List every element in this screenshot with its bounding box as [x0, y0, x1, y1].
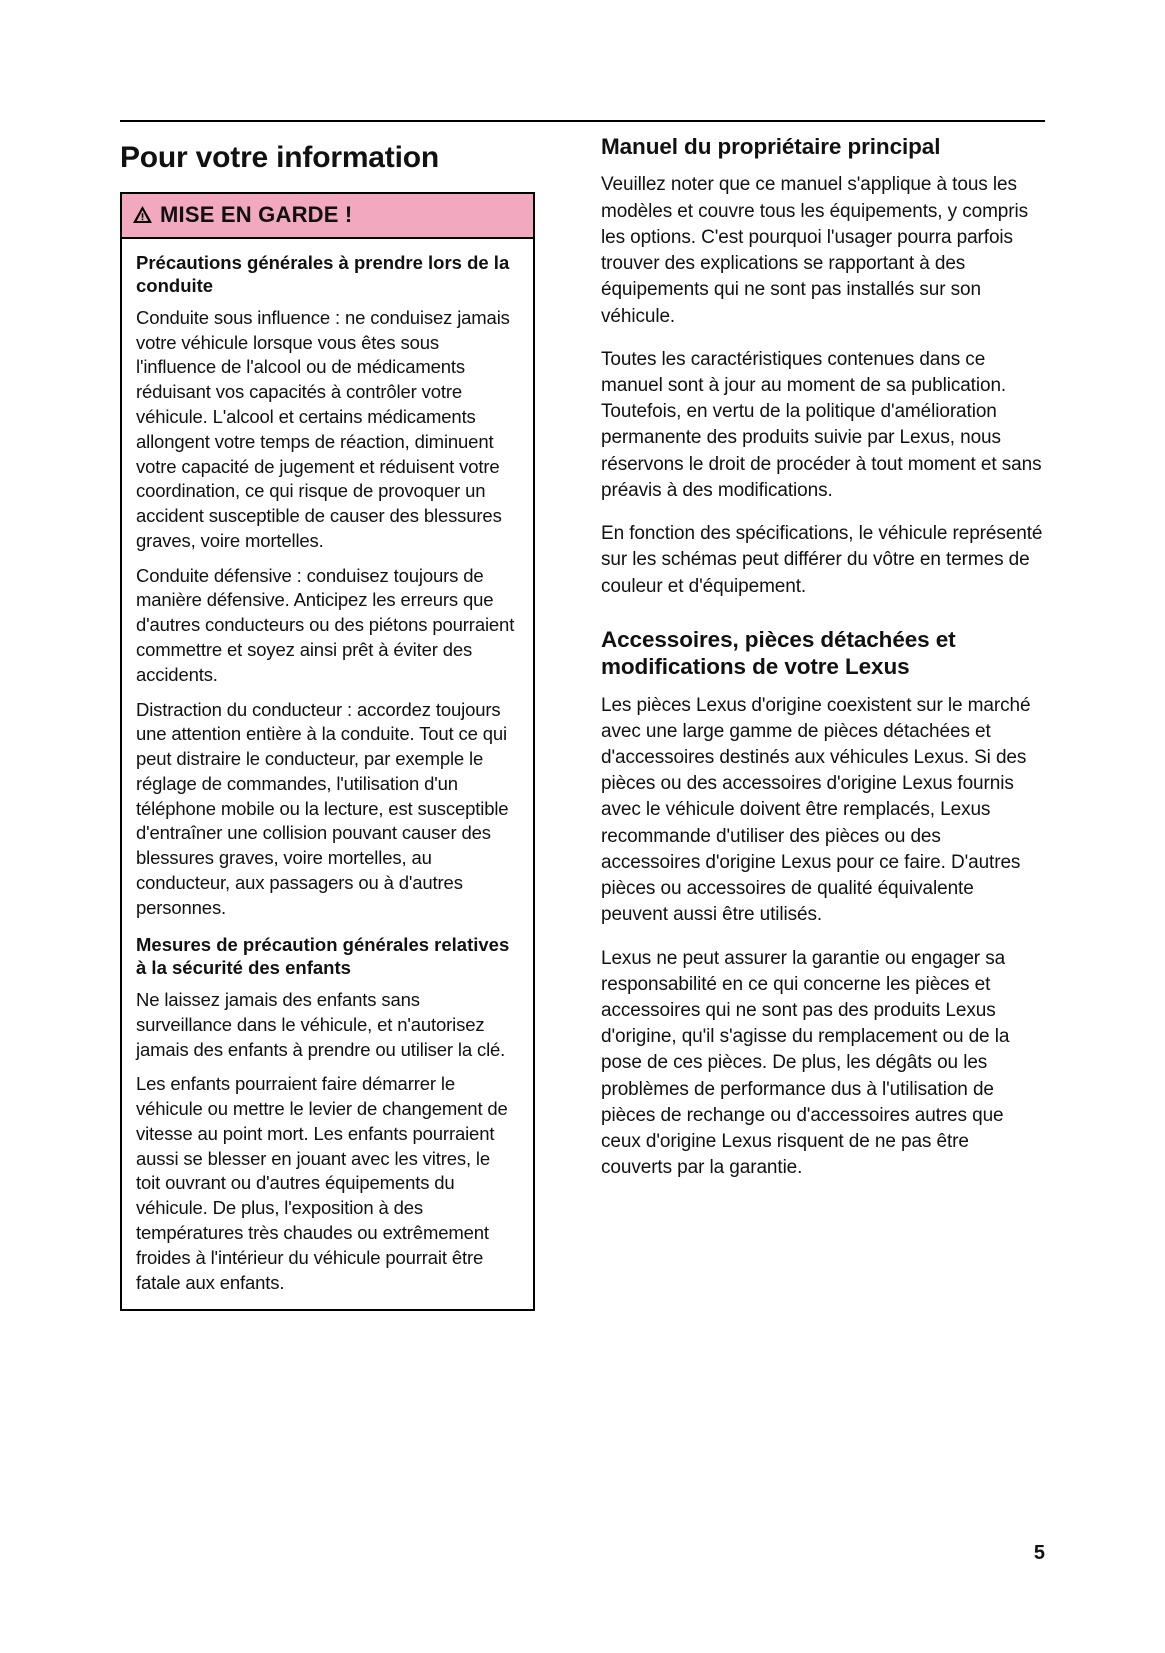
page-number: 5	[1033, 1542, 1045, 1564]
warning-paragraph-children-risks: Les enfants pourraient faire démarrer le véhicule ou mettre le levier de changement de vitesse au point mort. Les enfants pourraient aussi se blesser en jouant avec les vitres, le toit ouvrant ou d'autres équipements du véhicule. De plus, l'exposition à des températures très chaudes ou extrêmement froides à l'intérieur du véhicule pourrait être fatale aux enfants.	[136, 1073, 508, 1293]
header-rule	[120, 120, 1045, 122]
warning-paragraph-defensive: Conduite défensive : conduisez toujours de manière défensive. Anticipez les erreurs que d'autres conducteurs ou des piétons pourraient commettre et soyez ainsi prêt à éviter des accidents.	[136, 564, 515, 685]
warning-paragraph-distraction: Distraction du conducteur : accordez toujours une attention entière à la conduite. Tout ce qui peut distraire le conducteur, par exemple le réglage de commandes, l'utilisation d'un téléphone mobile ou la lecture, est susceptible d'entraîner une collision pouvant causer des blessures graves, voire mortelles, au conducteur, aux passagers ou à d'autres personnes.	[136, 698, 509, 918]
right-column	[601, 133, 1045, 1311]
warning-paragraph-influence: Conduite sous influence : ne conduisez jamais votre véhicule lorsque vous êtes sous l'influence de l'alcool ou de médicaments réduisant vos capacités à contrôler votre véhicule. L'alcool et certains médicaments allongent votre temps de réaction, diminuent votre capacité de jugement et réduisent votre coordination, ce qui risque de provoquer un accident susceptible de causer des blessures graves, voire mortelles.	[136, 306, 510, 551]
paragraph-manual-scope: Veuillez noter que ce manuel s'applique à tous les modèles et couvre tous les équipements, y compris les options. C'est pourquoi l'usager pourra parfois trouver des explications se rapportant à des équipements qui ne sont pas installés sur son véhicule.	[601, 174, 1029, 327]
paragraph-manual-illustrations: En fonction des spécifications, le véhicule représenté sur les schémas peut différer du vôtre en termes de couleur et d'équipement.	[601, 523, 1043, 597]
warning-triangle-icon	[132, 205, 153, 224]
heading-owners-manual: Manuel du propriétaire principal	[601, 134, 941, 159]
heading-accessories: Accessoires, pièces détachées et modifications de votre Lexus	[601, 626, 956, 680]
paragraph-genuine-parts: Les pièces Lexus d'origine coexistent sur le marché avec une large gamme de pièces détachées et d'accessoires destinés aux véhicules Lexus. Si des pièces ou des accessoires d'origine Lexus fournis avec le véhicule doivent être remplacés, Lexus recommande d'utiliser des pièces ou des accessoires d'origine Lexus pour ce faire. D'autres pièces ou accessoires de qualité équivalente peuvent aussi être utilisés.	[601, 694, 1031, 926]
warning-box	[120, 192, 535, 1312]
paragraph-manual-currency: Toutes les caractéristiques contenues dans ce manuel sont à jour au moment de sa publication. Toutefois, en vertu de la politique d'amélioration permanente des produits suivie par Lexus, nous réservons le droit de procéder à tout moment et sans préavis à des modifications.	[601, 348, 1042, 501]
warning-paragraph-unattended: Ne laissez jamais des enfants sans surveillance dans le véhicule, et n'autorisez jamais des enfants à prendre ou utiliser la clé.	[136, 988, 506, 1060]
warning-subheading-children: Mesures de précaution générales relatives à la sécurité des enfants	[136, 933, 510, 979]
warning-header	[122, 194, 533, 239]
page-title: Pour votre information	[120, 141, 439, 174]
warning-body	[122, 239, 533, 1310]
warning-header-label: MISE EN GARDE !	[160, 201, 353, 227]
paragraph-warranty: Lexus ne peut assurer la garantie ou engager sa responsabilité en ce qui concerne les pièces et accessoires qui ne sont pas des produits Lexus d'origine, qu'il s'agisse du remplacement ou de la pose de ces pièces. De plus, les dégâts ou les problèmes de performance dus à l'utilisation de pièces de rechange ou d'accessoires autres que ceux d'origine Lexus risquent de ne pas être couverts par la garantie.	[601, 947, 1010, 1179]
warning-subheading-driving: Précautions générales à prendre lors de la conduite	[136, 251, 510, 297]
two-column-layout	[120, 133, 1045, 1311]
left-column	[120, 133, 535, 1311]
